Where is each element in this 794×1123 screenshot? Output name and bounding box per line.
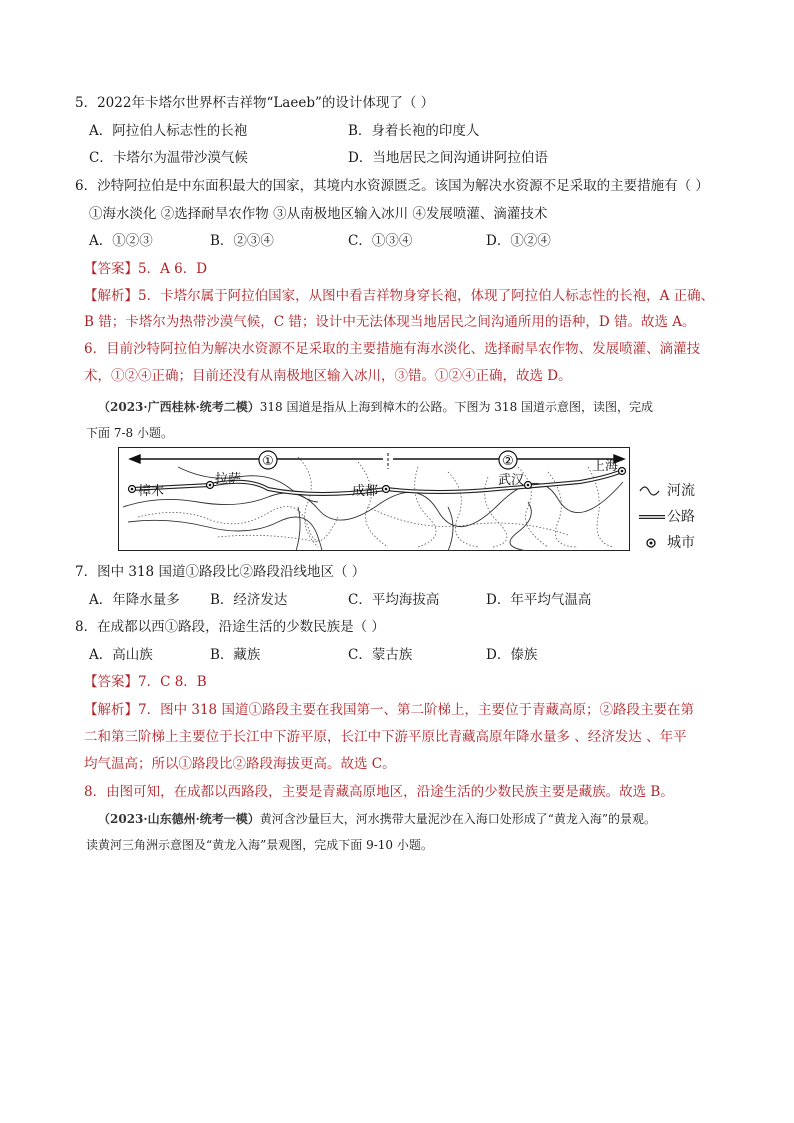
explanation-7-line2: 二和第三阶梯上主要位于长江中下游平原，长江中下游平原比青藏高原年降水量多 、经济发达 、年平 bbox=[84, 729, 687, 745]
q6-stem: 6．沙特阿拉伯是中东面积最大的国家，其境内水资源匮乏。该国为解决水资源不足采取的主要措施有（ ） bbox=[75, 178, 709, 194]
city-label-lhasa: 拉萨 bbox=[215, 472, 242, 487]
intro-9-10-line1 bbox=[98, 810, 656, 828]
explanation-text: 7．图中 318 国道①路段主要在我国第一、第二阶梯上，主要位于青藏高原；②路段主要在第 bbox=[138, 702, 694, 718]
q6-measures: ①海水淡化 ②选择耐旱农作物 ③从南极地区输入冰川 ④发展喷灌、滴灌技术 bbox=[89, 206, 548, 222]
explanation-6-line1: 6．目前沙特阿拉伯为解决水资源不足采取的主要措施有海水淡化、选择耐旱农作物、发展喷灌、滴灌技 bbox=[84, 341, 701, 357]
legend-city-label: 城市 bbox=[667, 535, 695, 551]
explanation-6-line2: 术，①②④正确；目前还没有从南极地区输入冰川，③错。①②④正确，故选 D。 bbox=[84, 368, 572, 384]
q7-option-c: C．平均海拔高 bbox=[348, 592, 440, 608]
legend-road-label: 公路 bbox=[667, 509, 695, 525]
river-legend-icon bbox=[640, 487, 659, 495]
city-label-zhangmu: 樟木 bbox=[138, 484, 165, 499]
q6-option-d: D．①②④ bbox=[486, 233, 551, 249]
answer-5-6 bbox=[84, 260, 207, 278]
explanation-5-line2: B 错；卡塔尔为热带沙漠气候，C 错；设计中无法体现当地居民之间沟通所用的语种，D 错。故选 A。 bbox=[84, 314, 696, 330]
intro-7-8-line1 bbox=[98, 398, 653, 416]
q5-option-a: A．阿拉伯人标志性的长袍 bbox=[89, 123, 248, 139]
answer-text: 5．A 6．D bbox=[138, 261, 208, 277]
q5-option-b: B．身着长袍的印度人 bbox=[348, 123, 480, 139]
q7-stem: 7．图中 318 国道①路段比②路段沿线地区（ ） bbox=[75, 564, 366, 580]
explanation-5-line1 bbox=[84, 287, 714, 305]
explanation-tag: 【解析】 bbox=[84, 702, 138, 718]
map-legend-symbols bbox=[637, 481, 667, 551]
explanation-text: 5．卡塔尔属于阿拉伯国家，从图中看吉祥物身穿长袍，体现了阿拉伯人标志性的长袍，A 正确、 bbox=[138, 288, 715, 304]
q8-stem: 8．在成都以西①路段，沿途生活的少数民族是（ ） bbox=[75, 619, 385, 635]
city-legend-icon bbox=[647, 539, 655, 547]
city-label-wuhan: 武汉 bbox=[498, 473, 525, 488]
q7-option-d: D．年平均气温高 bbox=[486, 592, 592, 608]
q6-option-a: A．①②③ bbox=[89, 233, 153, 249]
answer-tag: 【答案】 bbox=[84, 674, 138, 690]
intro-source: （2023·广西桂林·统考二模） bbox=[98, 400, 260, 414]
intro-text: 318 国道是指从上海到樟木的公路。下图为 318 国道示意图，读图，完成 bbox=[259, 400, 654, 414]
explanation-7-line3: 均气温高；所以①路段比②路段海拔更高。故选 C。 bbox=[84, 756, 396, 772]
intro-9-10-line2: 读黄河三角洲示意图及“黄龙入海”景观图，完成下面 9-10 小题。 bbox=[86, 838, 433, 852]
q5-option-d: D．当地居民之间沟通讲阿拉伯语 bbox=[348, 150, 548, 166]
answer-tag: 【答案】 bbox=[84, 261, 138, 277]
q8-option-c: C．蒙古族 bbox=[348, 647, 413, 663]
q7-option-a: A．年降水量多 bbox=[89, 592, 180, 608]
q7-option-b: B．经济发达 bbox=[210, 592, 288, 608]
q6-option-b: B．②③④ bbox=[210, 233, 274, 249]
q6-option-c: C．①③④ bbox=[348, 233, 413, 249]
q8-option-b: B．藏族 bbox=[210, 647, 261, 663]
intro-text: 黄河含沙量巨大，河水携带大量泥沙在入海口处形成了“黄龙入海”的景观。 bbox=[259, 812, 657, 826]
answer-text: 7．C 8．B bbox=[138, 674, 207, 690]
explanation-8-line1: 8．由图可知，在成都以西路段，主要是青藏高原地区，沿途生活的少数民族主要是藏族。故选 B。 bbox=[84, 784, 674, 800]
segment-2-label: ② bbox=[502, 454, 514, 469]
intro-source: （2023·山东德州·统考一模） bbox=[98, 812, 260, 826]
q5-stem: 5．2022年卡塔尔世界杯吉祥物“Laeeb”的设计体现了（ ） bbox=[75, 95, 435, 111]
q8-option-d: D．傣族 bbox=[486, 647, 538, 663]
q8-option-a: A．高山族 bbox=[89, 647, 153, 663]
route-318-map bbox=[118, 447, 630, 551]
segment-1-label: ① bbox=[262, 454, 274, 469]
explanation-tag: 【解析】 bbox=[84, 288, 138, 304]
answer-7-8 bbox=[84, 673, 207, 691]
explanation-7-line1 bbox=[84, 701, 694, 719]
city-label-chengdu: 成都 bbox=[352, 484, 379, 499]
intro-7-8-line2: 下面 7-8 小题。 bbox=[86, 426, 173, 440]
city-label-shanghai: 上海 bbox=[592, 459, 619, 474]
legend-river-label: 河流 bbox=[667, 483, 695, 499]
q5-option-c: C．卡塔尔为温带沙漠气候 bbox=[89, 150, 248, 166]
